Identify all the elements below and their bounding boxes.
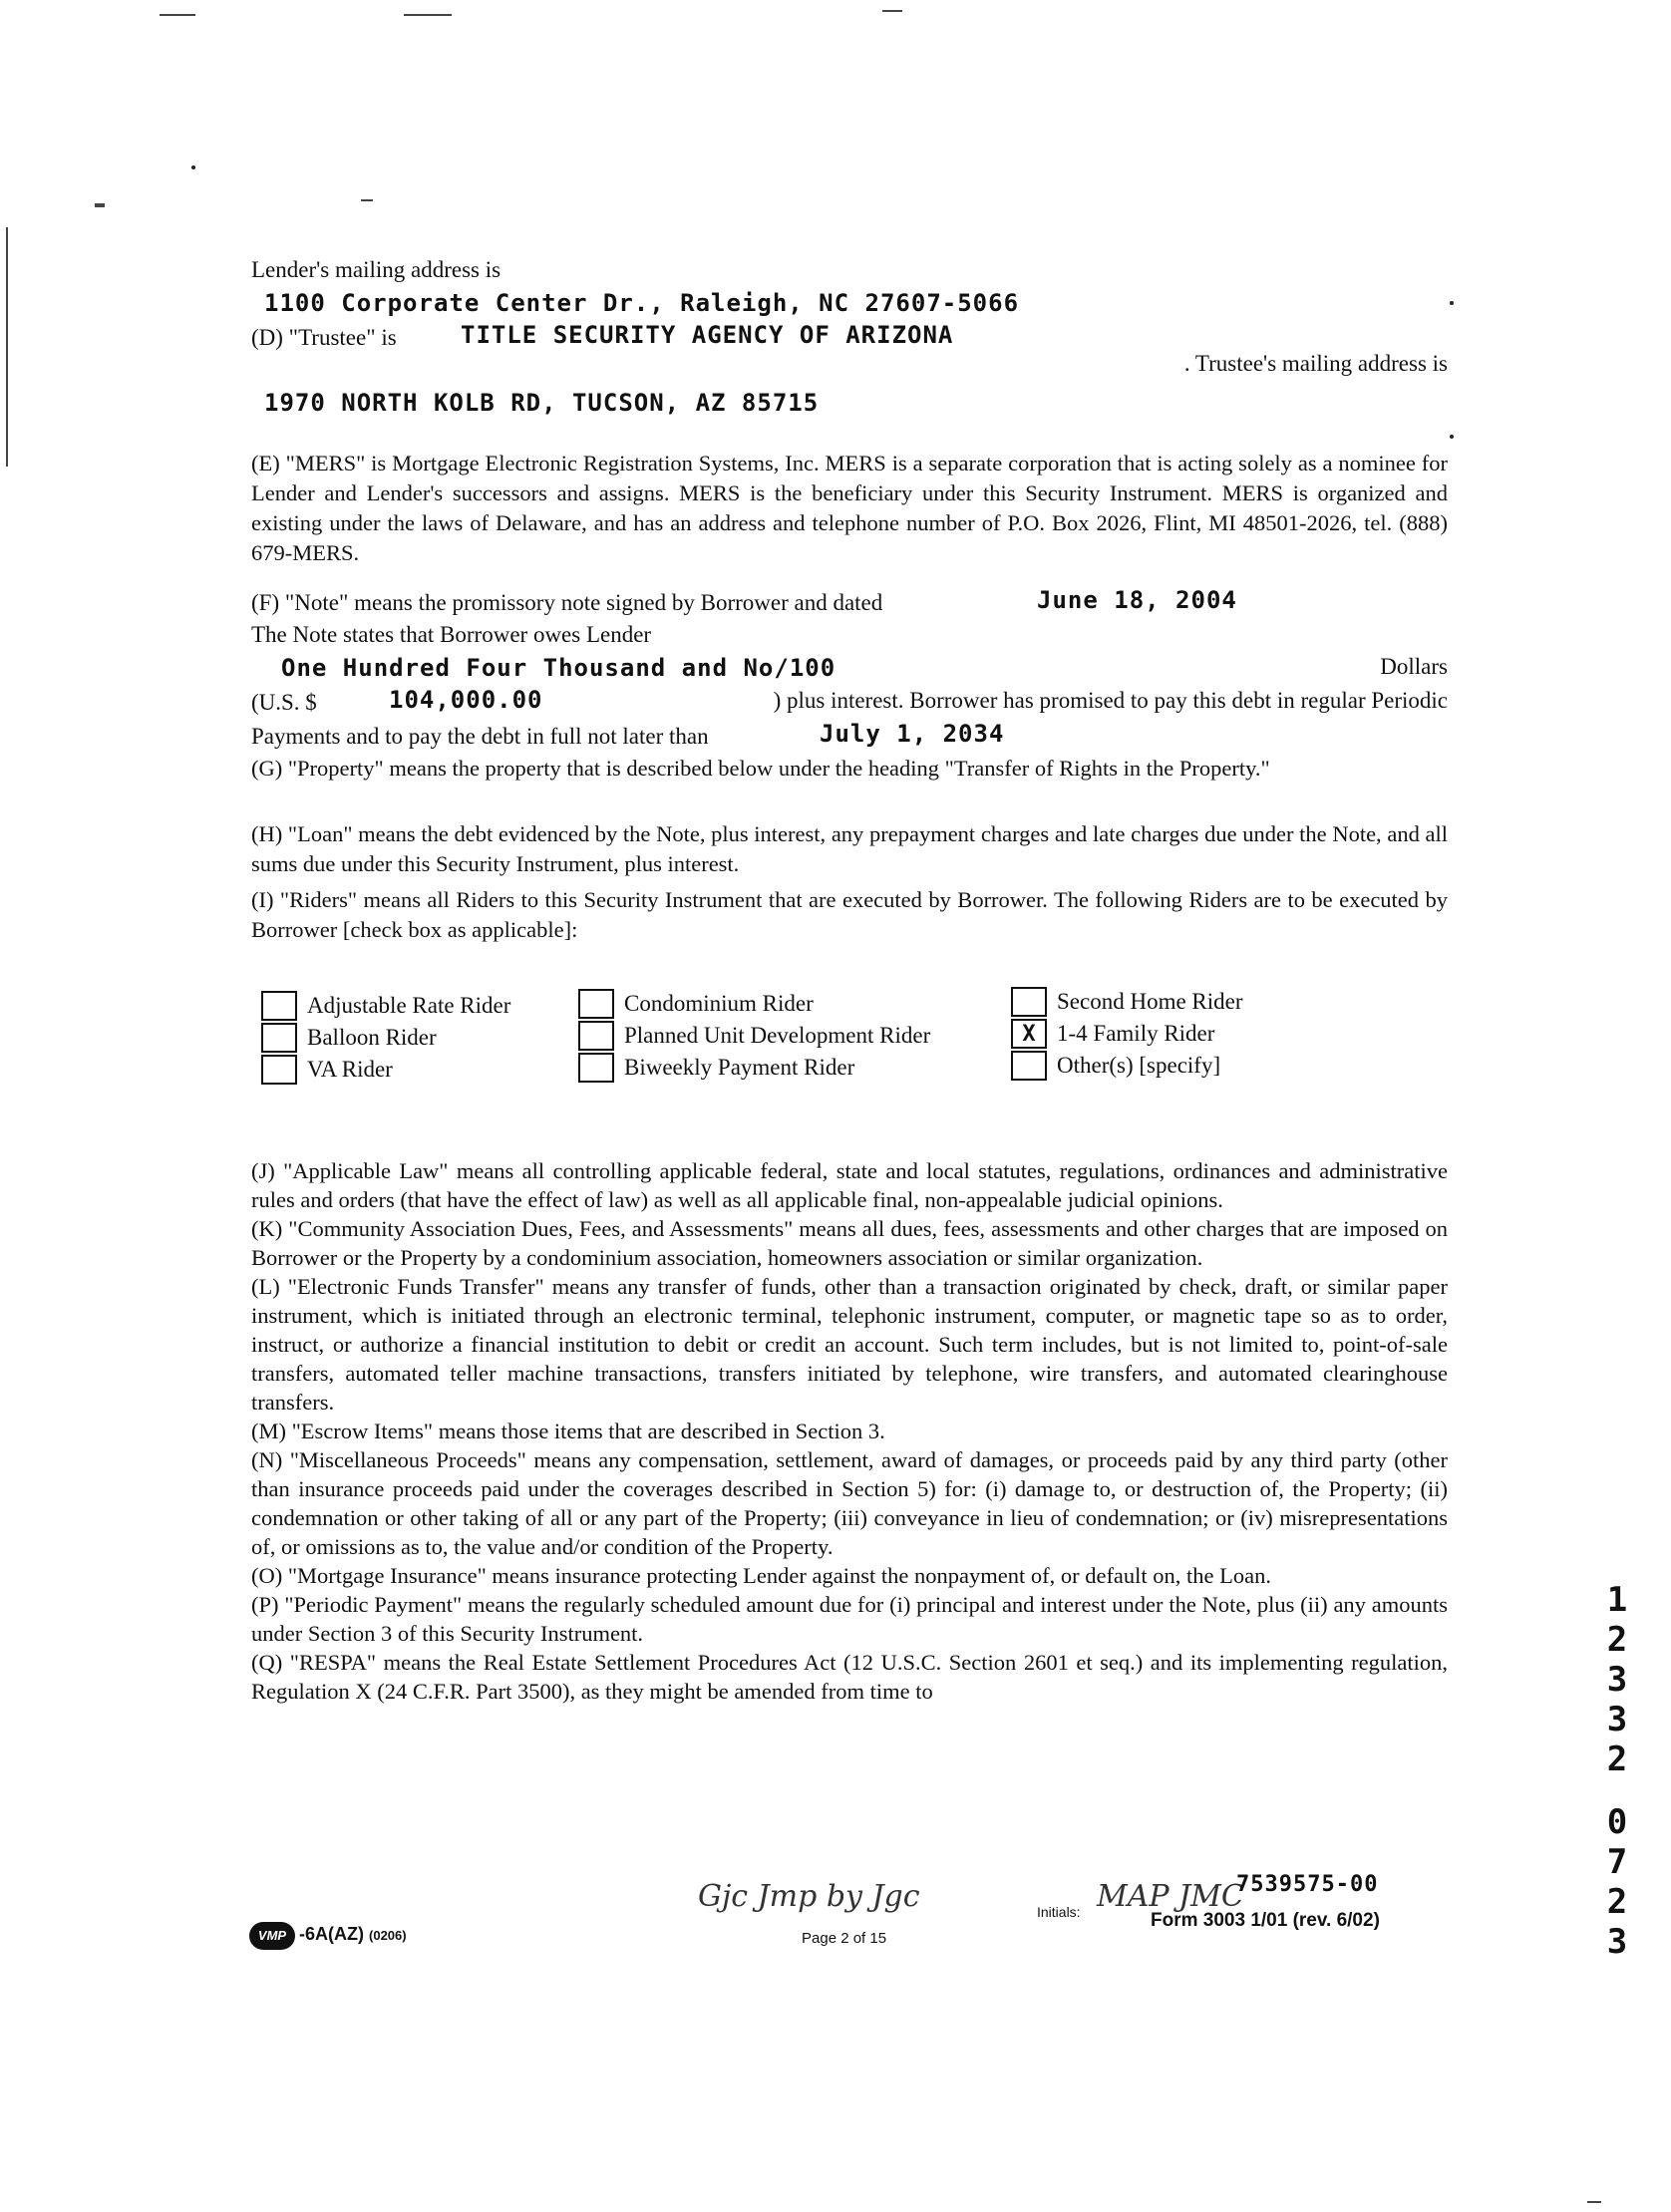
scan-mark bbox=[95, 203, 105, 207]
section-j-applicable-law: (J) "Applicable Law" means all controlling applicable federal, state and local statutes, regulations, ordinances and administrative rules and orders (that have the effect of law) as well as all applicable final, non-appealable judicial opinions. bbox=[251, 1158, 1448, 1212]
scan-mark bbox=[160, 14, 195, 16]
dollars-label: Dollars bbox=[1380, 654, 1448, 679]
initials-signature: MAP JMC bbox=[1097, 1879, 1244, 1914]
checkbox[interactable] bbox=[261, 1055, 297, 1085]
section-l-electronic-funds: (L) "Electronic Funds Transfer" means any transfer of funds, other than a transaction originated by check, draft, or similar paper instrument, which is initiated through an electronic terminal, telephonic instrument, computer, or magnetic tape so as to order, instruct, or authorize a financial institution to debit or credit an account. Such term includes, but is not limited to, point-of-sale transfers, automated teller machine transactions, transfers initiated by telephone, wire transfers, and automated clearinghouse transfers. bbox=[251, 1274, 1448, 1415]
scan-mark bbox=[1450, 435, 1454, 439]
section-o-mortgage-insurance: (O) "Mortgage Insurance" means insurance protecting Lender against the nonpayment of, or default on, the Loan. bbox=[251, 1563, 1272, 1588]
recording-number-top: 1 2 3 3 2 bbox=[1606, 1580, 1628, 1779]
trustee-address: 1970 NORTH KOLB RD, TUCSON, AZ 85715 bbox=[264, 389, 820, 417]
section-e-mers: (E) "MERS" is Mortgage Electronic Registration Systems, Inc. MERS is a separate corporation that is acting solely as a nominee for Lender and Lender's successors and assigns. MERS is the beneficiary under this Security Instrument. MERS is organized and existing under the laws of Delaware, and has an address and telephone number of P.O. Box 2026, Flint, MI 48501-2026, tel. (888) 679-MERS. bbox=[251, 451, 1448, 565]
scan-mark bbox=[404, 14, 452, 16]
rider-others[interactable] bbox=[1011, 1051, 1220, 1081]
section-m-escrow-items: (M) "Escrow Items" means those items that are described in Section 3. bbox=[251, 1419, 885, 1443]
rider-condominium[interactable] bbox=[578, 989, 814, 1019]
section-k-community-dues: (K) "Community Association Dues, Fees, and Assessments" means all dues, fees, assessments and other charges that are imposed on Borrower or the Property by a condominium association, homeowners association or similar organization. bbox=[251, 1216, 1448, 1270]
rider-va[interactable] bbox=[261, 1055, 393, 1085]
section-i-riders: (I) "Riders" means all Riders to this Security Instrument that are executed by Borrower. The following Riders are to be executed by Borrower [check box as applicable]: bbox=[251, 887, 1448, 942]
scan-mark bbox=[1450, 301, 1454, 305]
note-date: June 18, 2004 bbox=[1037, 586, 1237, 614]
plus-interest-text: ) plus interest. Borrower has promised to pay this debt in regular Periodic bbox=[773, 688, 1448, 713]
initials-label: Initials: bbox=[1037, 1904, 1081, 1920]
section-g-property: (G) "Property" means the property that is described below under the heading "Transfer of Rights in the Property." bbox=[251, 756, 1270, 781]
trustee-label: (D) "Trustee" is bbox=[251, 325, 397, 350]
form-number: Form 3003 1/01 (rev. 6/02) bbox=[1151, 1910, 1380, 1931]
loan-amount-words: One Hundred Four Thousand and No/100 bbox=[281, 654, 836, 682]
scan-mark bbox=[191, 165, 195, 169]
trustee-mailing-label: . Trustee's mailing address is bbox=[1183, 351, 1448, 376]
checkbox[interactable] bbox=[261, 1023, 297, 1053]
rider-label: Condominium Rider bbox=[624, 991, 814, 1016]
checkbox[interactable] bbox=[578, 1021, 614, 1051]
rider-label: Balloon Rider bbox=[307, 1025, 437, 1050]
scan-mark bbox=[1587, 2201, 1601, 2203]
rider-biweekly-payment[interactable] bbox=[578, 1053, 854, 1083]
checkbox[interactable] bbox=[1011, 987, 1047, 1017]
rider-second-home[interactable] bbox=[1011, 987, 1243, 1017]
section-p-periodic-payment: (P) "Periodic Payment" means the regularly scheduled amount due for (i) principal and interest under the Note, plus (ii) any amounts under Section 3 of this Security Instrument. bbox=[251, 1592, 1448, 1646]
rider-balloon[interactable] bbox=[261, 1023, 437, 1053]
rider-1-4-family[interactable] bbox=[1011, 1019, 1214, 1049]
loan-number: 7539575-00 bbox=[1236, 1872, 1379, 1897]
definitions-j-q bbox=[251, 1156, 1448, 1706]
trustee-name: TITLE SECURITY AGENCY OF ARIZONA bbox=[461, 321, 954, 349]
rider-adjustable-rate[interactable] bbox=[261, 991, 510, 1021]
rider-label: Second Home Rider bbox=[1057, 989, 1243, 1014]
recording-number-bottom: 0 7 2 3 bbox=[1606, 1802, 1628, 1962]
checkbox[interactable] bbox=[578, 989, 614, 1019]
rider-label: Planned Unit Development Rider bbox=[624, 1023, 931, 1048]
section-f-note-label: (F) "Note" means the promissory note signed by Borrower and dated bbox=[251, 590, 883, 615]
section-q-respa: (Q) "RESPA" means the Real Estate Settlement Procedures Act (12 U.S.C. Section 2601 et seq.) and its implementing regulation, Regulation X (24 C.F.R. Part 3500), as they might be amended from time to bbox=[251, 1650, 1448, 1704]
scan-mark bbox=[361, 199, 373, 201]
lender-mailing-label: Lender's mailing address is bbox=[251, 257, 501, 282]
page-number: Page 2 of 15 bbox=[802, 1930, 887, 1947]
vmp-logo: VMP bbox=[249, 1922, 295, 1950]
section-n-misc-proceeds: (N) "Miscellaneous Proceeds" means any compensation, settlement, award of damages, or proceeds paid by any third party (other than insurance proceeds paid under the coverages described in Section 5) for: (i) damage to, or destruction of, the Property; (ii) condemnation or other taking of all or any part of the Property; (iii) conveyance in lieu of condemnation; or (iv) misrepresentations of, or omissions as to, the value and/or condition of the Property. bbox=[251, 1447, 1448, 1559]
checkbox[interactable] bbox=[1011, 1051, 1047, 1081]
rider-label: VA Rider bbox=[307, 1057, 393, 1082]
rider-label: Other(s) [specify] bbox=[1057, 1053, 1221, 1078]
us-label: (U.S. $ bbox=[251, 690, 317, 715]
handwritten-note: Gjc Jmp by Jgc bbox=[698, 1879, 920, 1914]
payments-text: Payments and to pay the debt in full not later than bbox=[251, 724, 709, 749]
checkbox-checked[interactable]: X bbox=[1011, 1019, 1047, 1049]
checkbox[interactable] bbox=[261, 991, 297, 1021]
maturity-date: July 1, 2034 bbox=[820, 720, 1005, 748]
loan-amount: 104,000.00 bbox=[389, 686, 543, 714]
rider-label: Biweekly Payment Rider bbox=[624, 1055, 855, 1080]
rider-planned-unit-development[interactable] bbox=[578, 1021, 930, 1051]
section-h-loan: (H) "Loan" means the debt evidenced by the Note, plus interest, any prepayment charges and late charges due under the Note, and all sums due under this Security Instrument, plus interest. bbox=[251, 821, 1448, 876]
rider-label: 1-4 Family Rider bbox=[1057, 1021, 1215, 1046]
scan-mark bbox=[882, 10, 902, 12]
checkbox[interactable] bbox=[578, 1053, 614, 1083]
lender-address: 1100 Corporate Center Dr., Raleigh, NC 27607-5066 bbox=[264, 289, 1020, 317]
scan-mark bbox=[6, 227, 8, 467]
form-code: -6A(AZ) (0206) bbox=[299, 1924, 407, 1944]
section-f-owes: The Note states that Borrower owes Lender bbox=[251, 622, 652, 647]
rider-label: Adjustable Rate Rider bbox=[307, 993, 511, 1018]
